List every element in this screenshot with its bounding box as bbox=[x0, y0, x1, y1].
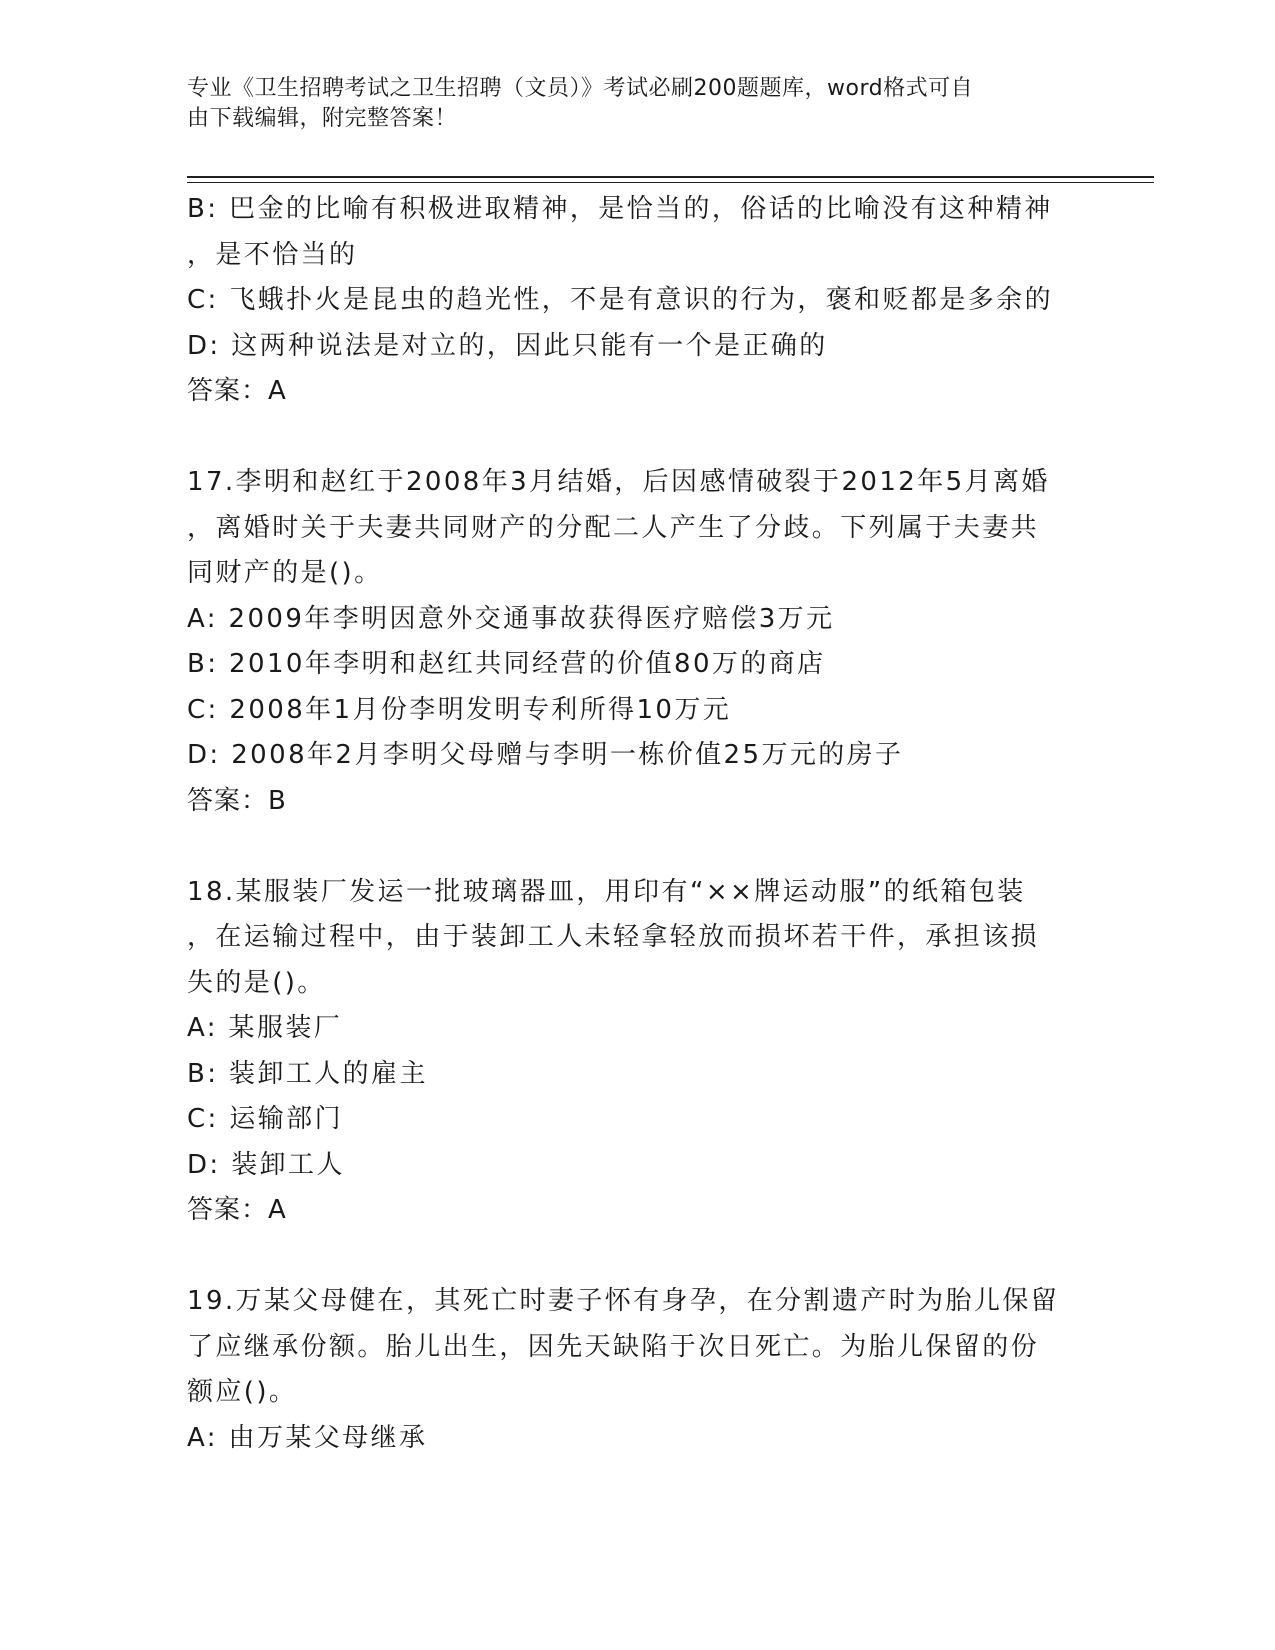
option-d: D: 装卸工人 bbox=[187, 1149, 345, 1180]
question-content bbox=[187, 187, 1087, 1461]
header-rule-thin bbox=[187, 182, 1154, 183]
option-c: C: 飞蛾扑火是昆虫的趋光性，不是有意识的行为，褒和贬都是多余的 bbox=[187, 285, 1053, 315]
page-header bbox=[187, 74, 1067, 134]
option-a: A: 由万某父母继承 bbox=[187, 1422, 428, 1453]
question-stem-line-3: 额应()。 bbox=[187, 1377, 298, 1407]
question-stem-line-3: 失的是()。 bbox=[187, 967, 326, 998]
option-b: B: 2010年李明和赵红共同经营的价值80万的商店 bbox=[187, 649, 826, 679]
spacer bbox=[187, 415, 1087, 461]
question-stem-line-1: 18.某服装厂发运一批玻璃器皿，用印有“××牌运动服”的纸箱包装 bbox=[187, 876, 1026, 907]
option-b: B: 装卸工人的雇主 bbox=[187, 1058, 428, 1089]
question-stem-line-2: 了应继承份额。胎儿出生，因先天缺陷于次日死亡。为胎儿保留的份 bbox=[187, 1331, 1040, 1362]
option-c: C: 2008年1月份李明发明专利所得10万元 bbox=[187, 694, 732, 725]
option-a: A: 2009年李明因意外交通事故获得医疗赔偿3万元 bbox=[187, 603, 835, 634]
header-rule-thick bbox=[187, 176, 1154, 178]
question-19 bbox=[187, 1279, 1087, 1461]
option-a: A: 某服装厂 bbox=[187, 1013, 343, 1043]
option-d: D: 这两种说法是对立的，因此只能有一个是正确的 bbox=[187, 330, 828, 361]
header-title-line-1: 专业《卫生招聘考试之卫生招聘（文员）》考试必刷200题题库，word格式可自 bbox=[187, 76, 974, 101]
question-16 bbox=[187, 187, 1087, 415]
spacer bbox=[187, 824, 1087, 870]
option-c: C: 运输部门 bbox=[187, 1104, 343, 1134]
answer: 答案：A bbox=[187, 1195, 287, 1225]
spacer bbox=[187, 1234, 1087, 1280]
option-b-line-1: B: 巴金的比喻有积极进取精神，是恰当的，俗话的比喻没有这种精神 bbox=[187, 194, 1053, 224]
question-17 bbox=[187, 460, 1087, 824]
question-stem-line-2: ，离婚时关于夫妻共同财产的分配二人产生了分歧。下列属于夫妻共 bbox=[187, 512, 1040, 543]
question-stem-line-3: 同财产的是()。 bbox=[187, 558, 383, 588]
question-stem-line-2: ，在运输过程中，由于装卸工人未轻拿轻放而损坏若干件，承担该损 bbox=[187, 922, 1040, 952]
option-d: D: 2008年2月李明父母赠与李明一栋价值25万元的房子 bbox=[187, 740, 904, 770]
answer: 答案：A bbox=[187, 376, 287, 406]
question-stem-line-1: 19.万某父母健在，其死亡时妻子怀有身孕，在分割遗产时为胎儿保留 bbox=[187, 1286, 1060, 1316]
header-title-line-2: 由下载编辑，附完整答案！ bbox=[187, 106, 458, 131]
option-b-line-2: ，是不恰当的 bbox=[187, 239, 358, 270]
answer: 答案：B bbox=[187, 785, 287, 816]
question-18 bbox=[187, 870, 1087, 1234]
question-stem-line-1: 17.李明和赵红于2008年3月结婚，后因感情破裂于2012年5月离婚 bbox=[187, 467, 1050, 497]
